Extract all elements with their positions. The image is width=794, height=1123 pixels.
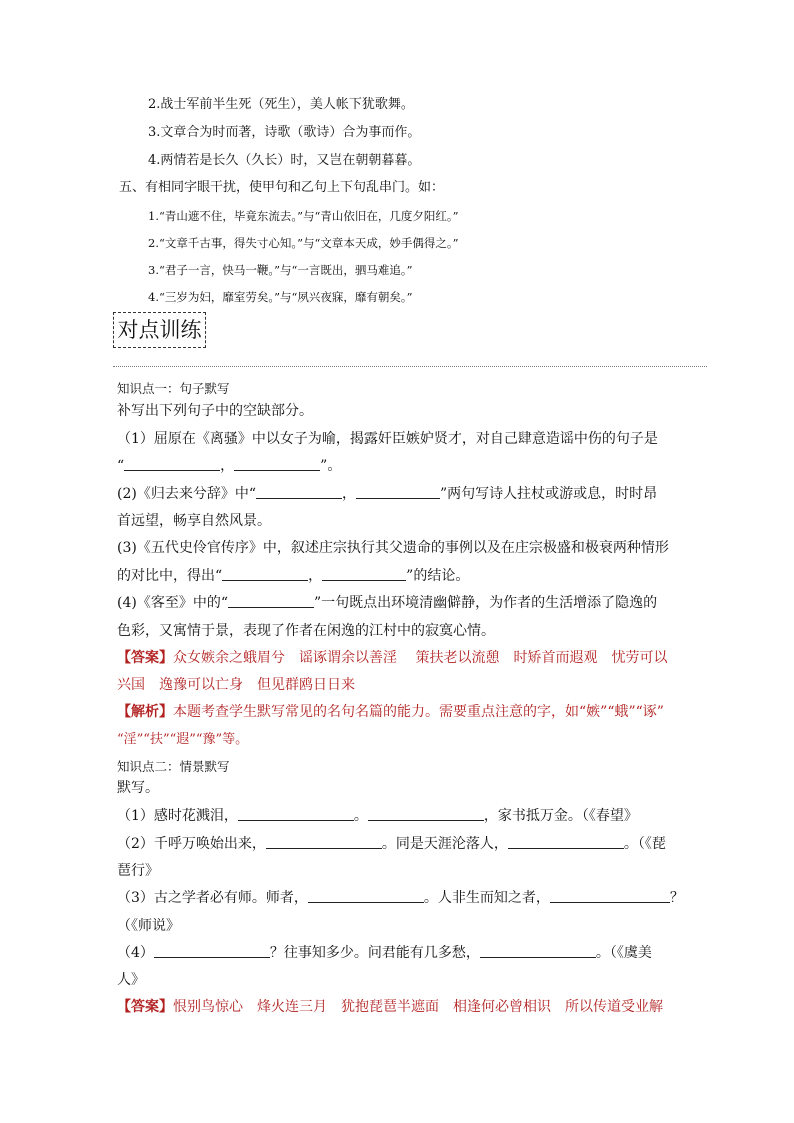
blank-line[interactable] bbox=[508, 836, 624, 849]
question-suffix: 。（《虞美 bbox=[595, 945, 652, 961]
knowledge-heading: 知识点一：句子默写 bbox=[117, 381, 230, 396]
analysis-text: “淫”“扶”“遐”“豫”等。 bbox=[117, 732, 249, 747]
knowledge-heading: 知识点二：情景默写 bbox=[117, 759, 230, 774]
question-text: 首远望，畅享自然风景。 bbox=[117, 513, 271, 529]
question-suffix: ？ bbox=[669, 890, 684, 906]
question-text: （1）屈原在《离骚》中以女子为喻，揭露奸臣嫉妒贤才，对自己肆意造谣中伤的句子是 bbox=[117, 431, 658, 447]
question-suffix: 。（《琵 bbox=[623, 836, 666, 852]
training-title: 对点训练 bbox=[113, 312, 206, 348]
blank-line[interactable] bbox=[228, 595, 314, 608]
blank-line[interactable] bbox=[154, 945, 270, 958]
question-prefix: (2)《归去来兮辞》中“ bbox=[117, 486, 256, 502]
quote-mark: ”。 bbox=[320, 458, 342, 474]
answer-text: 众女嫉余之蛾眉兮 谣诼谓余以善淫 策扶老以流憩 时矫首而遐观 忧劳可以 bbox=[173, 650, 668, 666]
question-prefix: （1）感时花溅泪， bbox=[117, 808, 238, 824]
question-text bbox=[117, 943, 652, 963]
quote-mark: “ bbox=[117, 458, 125, 474]
analysis-tag: 【解析】 bbox=[117, 704, 173, 720]
question-suffix: ，家书抵万金。（《春望》 bbox=[483, 808, 638, 824]
question-text: 人》 bbox=[117, 972, 145, 988]
question-text: （《师说》 bbox=[117, 918, 180, 934]
answer-tag: 【答案】 bbox=[117, 650, 173, 666]
blank-line[interactable] bbox=[480, 945, 596, 958]
list-item: 3.文章合为时而著，诗歌（歌诗）合为事而作。 bbox=[148, 125, 421, 140]
question-text bbox=[117, 456, 341, 476]
answer-tag: 【答案】 bbox=[117, 999, 173, 1015]
answer-line bbox=[117, 997, 663, 1017]
divider bbox=[113, 366, 707, 367]
blank-line[interactable] bbox=[124, 458, 220, 471]
question-prefix: （2）千呼万唤始出来， bbox=[117, 836, 266, 852]
question-mid: 。人非生而知之者， bbox=[423, 890, 550, 906]
blank-line[interactable] bbox=[356, 486, 440, 499]
question-suffix: ”一句既点出环境清幽僻静，为作者的生活增添了隐逸的 bbox=[314, 595, 658, 611]
section-heading: 五、有相同字眼干扰，使甲句和乙句上下句乱串门。如： bbox=[119, 180, 445, 195]
question-prefix: 的对比中，得出“ bbox=[117, 568, 223, 584]
question-text: (3)《五代史伶官传序》中，叙述庄宗执行其父遗命的事例以及在庄宗极盛和极衰两种情形 bbox=[117, 540, 669, 556]
question-text bbox=[117, 888, 684, 908]
instruction-text: 默写。 bbox=[117, 780, 159, 796]
answer-text: 恨别鸟惊心 烽火连三月 犹抱琵琶半遮面 相逢何必曾相识 所以传道受业解 bbox=[173, 999, 663, 1015]
question-text: 琶行》 bbox=[117, 863, 159, 879]
question-text bbox=[117, 806, 638, 826]
list-item: 2.战士军前半生死（死生），美人帐下犹歌舞。 bbox=[148, 97, 414, 112]
blank-line[interactable] bbox=[308, 890, 424, 903]
blank-line[interactable] bbox=[238, 808, 354, 821]
blank-line[interactable] bbox=[266, 836, 382, 849]
question-suffix: ”的结论。 bbox=[406, 568, 470, 584]
blank-line[interactable] bbox=[256, 486, 342, 499]
list-item: 1.“青山遮不住，毕竟东流去。”与“青山依旧在，几度夕阳红。” bbox=[148, 209, 459, 223]
blank-line[interactable] bbox=[322, 568, 406, 581]
analysis-line bbox=[117, 702, 664, 722]
question-mid: 。同是天涯沦落人， bbox=[381, 836, 508, 852]
blank-line[interactable] bbox=[222, 568, 308, 581]
question-prefix: (4)《客至》中的“ bbox=[117, 595, 228, 611]
question-text: 色彩，又寓情于景，表现了作者在闲逸的江村中的寂寞心情。 bbox=[117, 623, 495, 639]
comma: ， bbox=[308, 568, 323, 584]
instruction-text: 补写出下列句子中的空缺部分。 bbox=[117, 403, 313, 419]
list-item: 3.“君子一言，快马一鞭。”与“一言既出，驷马难追。” bbox=[148, 263, 413, 277]
question-text bbox=[117, 593, 657, 613]
question-mid: 。 bbox=[353, 808, 368, 824]
question-suffix: ”两句写诗人拄杖或游或息，时时昂 bbox=[440, 486, 658, 502]
list-item: 4.“三岁为妇，靡室劳矣。”与“夙兴夜寐，靡有朝矣。” bbox=[148, 290, 413, 304]
blank-line[interactable] bbox=[550, 890, 670, 903]
list-item: 2.“文章千古事，得失寸心知。”与“文章本天成，妙手偶得之。” bbox=[148, 236, 459, 250]
blank-line[interactable] bbox=[234, 458, 320, 471]
comma: ， bbox=[342, 486, 356, 502]
answer-line bbox=[117, 648, 667, 668]
question-text bbox=[117, 834, 666, 854]
question-text bbox=[117, 484, 657, 504]
question-mid: ？往事知多少。问君能有几多愁， bbox=[269, 945, 480, 961]
question-prefix: （4） bbox=[117, 945, 154, 961]
analysis-text: 本题考查学生默写常见的名句名篇的能力。需要重点注意的字，如“嫉”“蛾”“诼” bbox=[173, 704, 664, 720]
list-item: 4.两情若是长久（久长）时，又岂在朝朝暮暮。 bbox=[148, 153, 421, 168]
answer-text: 兴国 逸豫可以亡身 但见群鸥日日来 bbox=[117, 677, 355, 693]
comma: ， bbox=[220, 458, 235, 474]
blank-line[interactable] bbox=[368, 808, 484, 821]
question-prefix: （3）古之学者必有师。师者， bbox=[117, 890, 308, 906]
question-text bbox=[117, 566, 469, 586]
